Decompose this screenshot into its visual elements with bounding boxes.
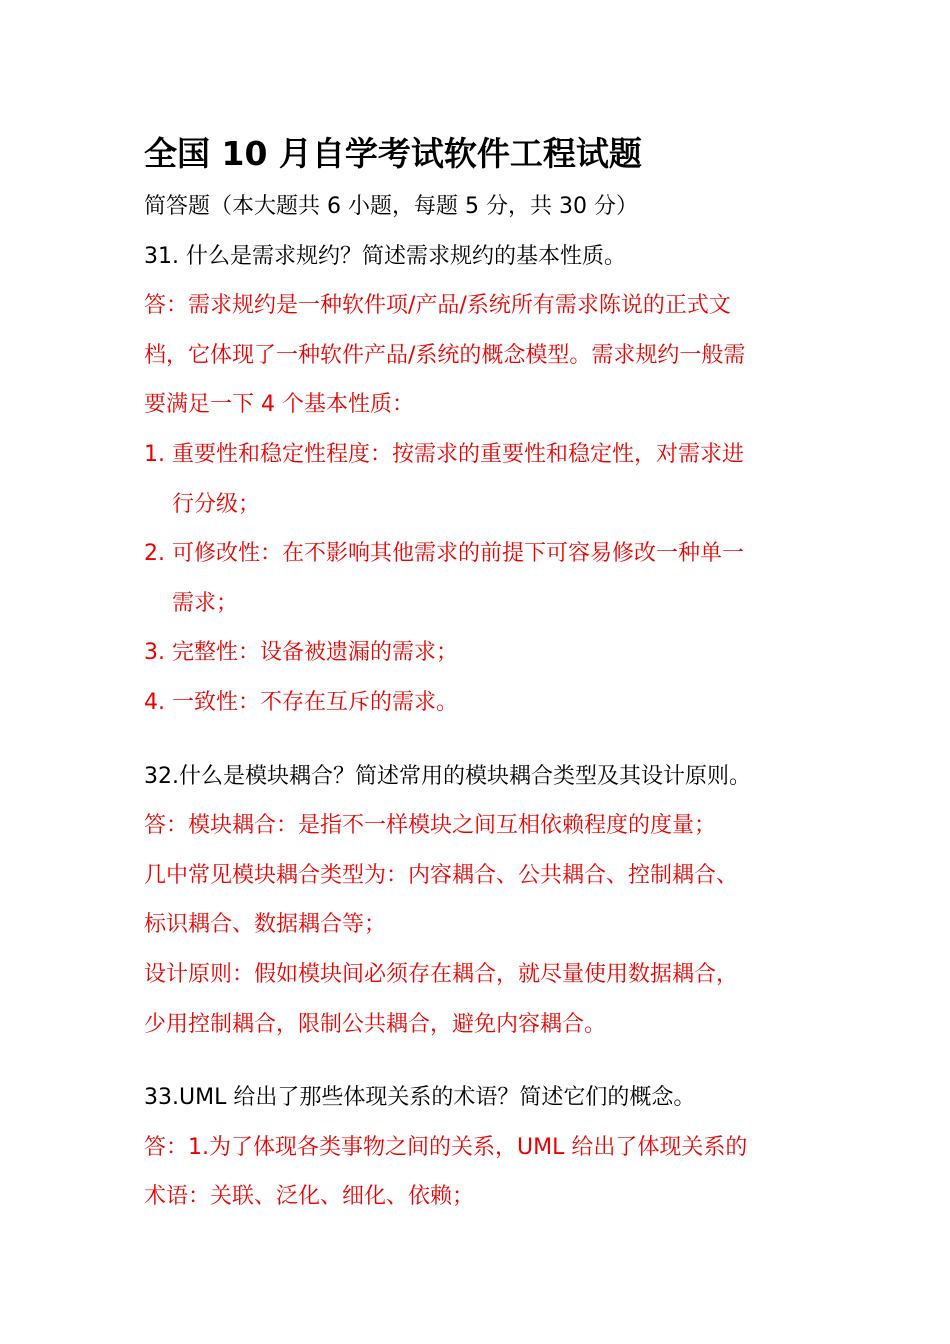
list-item-text: 一致性：不存在互斥的需求。 [172,689,459,715]
question-33 [144,1073,814,1222]
section-heading: 简答题（本大题共 6 小题，每题 5 分，共 30 分） [144,194,638,219]
list-item [144,628,814,678]
question-32 [144,752,814,1050]
answer-32-line-2: 几中常见模块耦合类型为：内容耦合、公共耦合、控制耦合、 [144,862,739,888]
list-item [144,529,814,628]
question-33-text: 33.UML 给出了那些体现关系的术语？简述它们的概念。 [144,1085,696,1111]
answer-31-line-2: 档，它体现了一种软件产品/系统的概念模型。需求规约一般需 [144,342,746,368]
document-title: 全国 10 月自学考试软件工程试题 [144,134,642,173]
document-page [144,126,814,1222]
list-item [144,430,814,529]
paragraph-gap [144,1049,814,1073]
list-item-number: 2. [144,541,165,567]
list-item [144,678,814,728]
list-item-text: 行分级； [172,491,261,517]
question-31 [144,232,814,728]
list-item-text: 需求； [172,590,239,616]
answer-33-line-2: 术语：关联、泛化、细化、依赖； [144,1184,475,1210]
paragraph-gap [144,728,814,752]
answer-33-line-1: 答：1.为了体现各类事物之间的关系，UML 给出了体现关系的 [144,1134,748,1160]
list-item-number: 3. [144,640,165,666]
question-32-text: 32.什么是模块耦合？简述常用的模块耦合类型及其设计原则。 [144,763,751,789]
list-item-text: 重要性和稳定性程度：按需求的重要性和稳定性，对需求进 [172,441,745,467]
question-31-text: 31. 什么是需求规约？简述需求规约的基本性质。 [144,243,626,269]
list-item-number: 4. [144,689,165,715]
answer-32-line-1: 答：模块耦合：是指不一样模块之间互相依赖程度的度量； [144,813,717,839]
answer-32-line-3: 标识耦合、数据耦合等； [144,912,387,938]
answer-32-line-5: 少用控制耦合，限制公共耦合，避免内容耦合。 [144,1011,607,1037]
list-item-text: 可修改性：在不影响其他需求的前提下可容易修改一种单一 [172,541,745,567]
answer-31-line-3: 要满足一下 4 个基本性质： [144,392,414,418]
list-item-number: 1. [144,441,165,467]
answer-32-line-4: 设计原则：假如模块间必须存在耦合，就尽量使用数据耦合， [144,961,739,987]
answer-31-line-1: 答：需求规约是一种软件项/产品/系统所有需求陈说的正式文 [144,293,731,319]
list-item-text: 完整性：设备被遗漏的需求； [172,640,459,666]
